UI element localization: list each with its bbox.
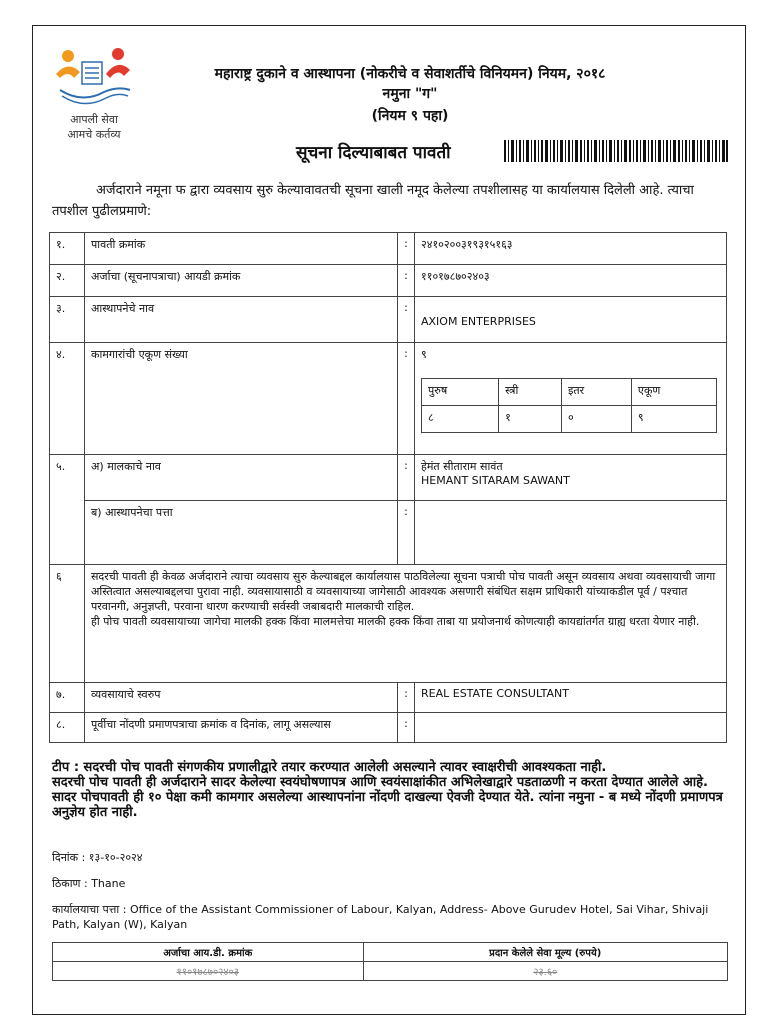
office-line [52,902,728,932]
logo-caption [52,112,136,142]
breakdown-value-row [422,406,717,433]
establishment-name-text: AXIOM ENTERPRISES [421,315,536,328]
table-row [50,713,727,743]
place-label: ठिकाण : [52,877,88,890]
row-colon: : [398,233,415,265]
owner-name-value [415,455,727,501]
intro-paragraph: अर्जदाराने नमूना फ द्वारा व्यवसाय सुरु केल्यावावतची सूचना खाली नमूद केलेल्या तपशीलासह या कार्यालयास दिलेली आहे. त्याचा तपशील पुढीलप्रमाणे: [52,183,694,219]
logo-caption-line2: आमचे कर्तव्य [67,128,121,141]
fee-application-id: ११०१७८७०२४०३ [53,962,364,981]
worker-count-cell [415,343,727,455]
row-colon: : [398,455,415,501]
business-nature-label: व्यवसायाचे स्वरुप [85,683,398,713]
other-header: इतर [561,379,631,406]
date-line [52,850,143,865]
table-row [50,233,727,265]
worker-breakdown-table [421,378,717,433]
owner-name-marathi: हेमंत सीताराम सावंत [421,460,503,473]
rule-reference: (नियम ९ पहा) [371,108,449,124]
fee-value-row [53,962,728,981]
row-colon: : [398,265,415,297]
owner-name-english: HEMANT SITARAM SAWANT [421,474,570,487]
date-label: दिनांक : [52,851,86,864]
note-line-1: टीप : सदरची पोच पावती संगणकीय प्रणालीद्वारे तयार करण्यात आलेली असल्याने त्यावर स्वाक्षरीची आवश्यकता नाही. [52,760,607,775]
fee-table [52,942,728,981]
table-row [50,297,727,343]
place-value: Thane [91,877,126,890]
office-value: Office of the Assistant Commissioner of Labour, Kalyan, Address- Above Gurudev Hotel, Sai Vihar, Shivaji Path, Kalyan (W), Kalyan [52,903,709,931]
male-header: पुरुष [422,379,499,406]
row-number: २. [50,265,85,297]
business-nature-value: REAL ESTATE CONSULTANT [415,683,727,713]
row-colon: : [398,343,415,455]
row-colon: : [398,683,415,713]
logo-caption-line1: आपली सेवा [70,113,118,126]
note-line-3: सादर पोचपावती ही १० पेक्षा कमी कामगार असलेल्या आस्थापनांना नोंदणी दाखल्या ऐवजी देण्यात येते. त्यांना नमुना - ब मध्ये नोंदणी प्रमाणपत्र अनुज्ञेय होत नाही. [52,790,723,820]
previous-registration-value [415,713,727,743]
form-name: नमुना "ग" [382,86,438,102]
disclaimer-text-2: ही पोच पावती व्यवसायाच्या जागेचा मालकी हक्क किंवा मालमत्तेचा मालकी हक्क किंवा ताबा या प्रयोजनार्थ कोणत्याही कायद्यांतर्गत ग्राह्य धरता येणार नाही. [91,615,700,628]
total-header: एकूण [631,379,716,406]
owner-name-label: अ) मालकाचे नाव [85,455,398,501]
female-count: १ [499,406,562,433]
worker-count-value: ९ [421,348,427,361]
receipt-number-label: पावती क्रमांक [85,233,398,265]
table-row [50,565,727,683]
date-value: १३-१०-२०२४ [88,851,143,864]
office-label: कार्यालयाचा पत्ता : [52,903,127,916]
total-count: ९ [631,406,716,433]
row-colon: : [398,297,415,343]
row-number: ३. [50,297,85,343]
row-number: ४. [50,343,85,455]
table-row [50,683,727,713]
fee-header-row [53,943,728,962]
establishment-address-label: ब) आस्थापनेचा पत्ता [85,501,398,565]
application-id-value: ११०१७८७०२४०३ [415,265,727,297]
table-row [50,501,727,565]
document-title: सूचना दिल्याबाबत पावती [296,143,451,163]
act-title: महाराष्ट्र दुकाने व आस्थापना (नोकरीचे व सेवाशर्तीचे विनियमन) नियम, २०१८ [214,66,606,82]
note-line-2: सदरची पोच पावती ही अर्जदाराने सादर केलेल्या स्वयंघोषणापत्र आणि स्वयंसाक्षांकीत अभिलेखाद्वारे पडताळणी न करता देण्यात आलेले आहे. [52,775,708,790]
previous-registration-label: पूर्वीचा नोंदणी प्रमाणपत्राचा क्रमांक व दिनांक, लागू असल्यास [85,713,398,743]
worker-count-label: कामगारांची एकूण संख्या [85,343,398,455]
application-id-label: अर्जाचा (सूचनापत्राचा) आयडी क्रमांक [85,265,398,297]
fee-amount: २३.६० [363,962,728,981]
disclaimer-cell [85,565,727,683]
row-colon: : [398,713,415,743]
establishment-name-value [415,297,727,343]
table-row [50,265,727,297]
establishment-address-value [415,501,727,565]
table-row [50,455,727,501]
male-count: ८ [422,406,499,433]
receipt-number-value: २४१०२००३१९३१५१६३ [415,233,727,265]
disclaimer-text: सदरची पावती ही केवळ अर्जदाराने त्याचा व्यवसाय सुरु केल्याबद्दल कार्यालयास पाठविलेल्या सूचना पत्राची पोच पावती असून व्यवसाय अथवा व्यवसायाची जागा अस्तित्वात असल्याबद्दलचा पुरावा नाही. व्यवसायासाठी व व्यवसायाच्या जागेसाठी आवश्यक असणारी संबंधित सक्षम प्राधिकारी यांच्याकडील पूर्व / पश्चात परवानगी, अनुज्ञप्ती, परवाना धारण करण्याची सर्वस्वी जबाबदारी मालकाची राहिल. [91,570,716,613]
female-header: स्त्री [499,379,562,406]
barcode [504,140,728,162]
row-number: ७. [50,683,85,713]
row-number: ६ [50,565,85,683]
establishment-name-label: आस्थापनेचे नाव [85,297,398,343]
breakdown-header-row [422,379,717,406]
row-colon: : [398,501,415,565]
place-line [52,876,125,891]
application-id-header: अर्जाचा आय.डी. क्रमांक [53,943,364,962]
row-number: ८. [50,713,85,743]
service-fee-header: प्रदान केलेले सेवा मूल्य (रुपये) [363,943,728,962]
other-count: ० [561,406,631,433]
note-block [52,760,742,820]
table-row [50,343,727,455]
details-table [49,232,727,743]
row-number: ५. [50,455,85,565]
row-number: १. [50,233,85,265]
